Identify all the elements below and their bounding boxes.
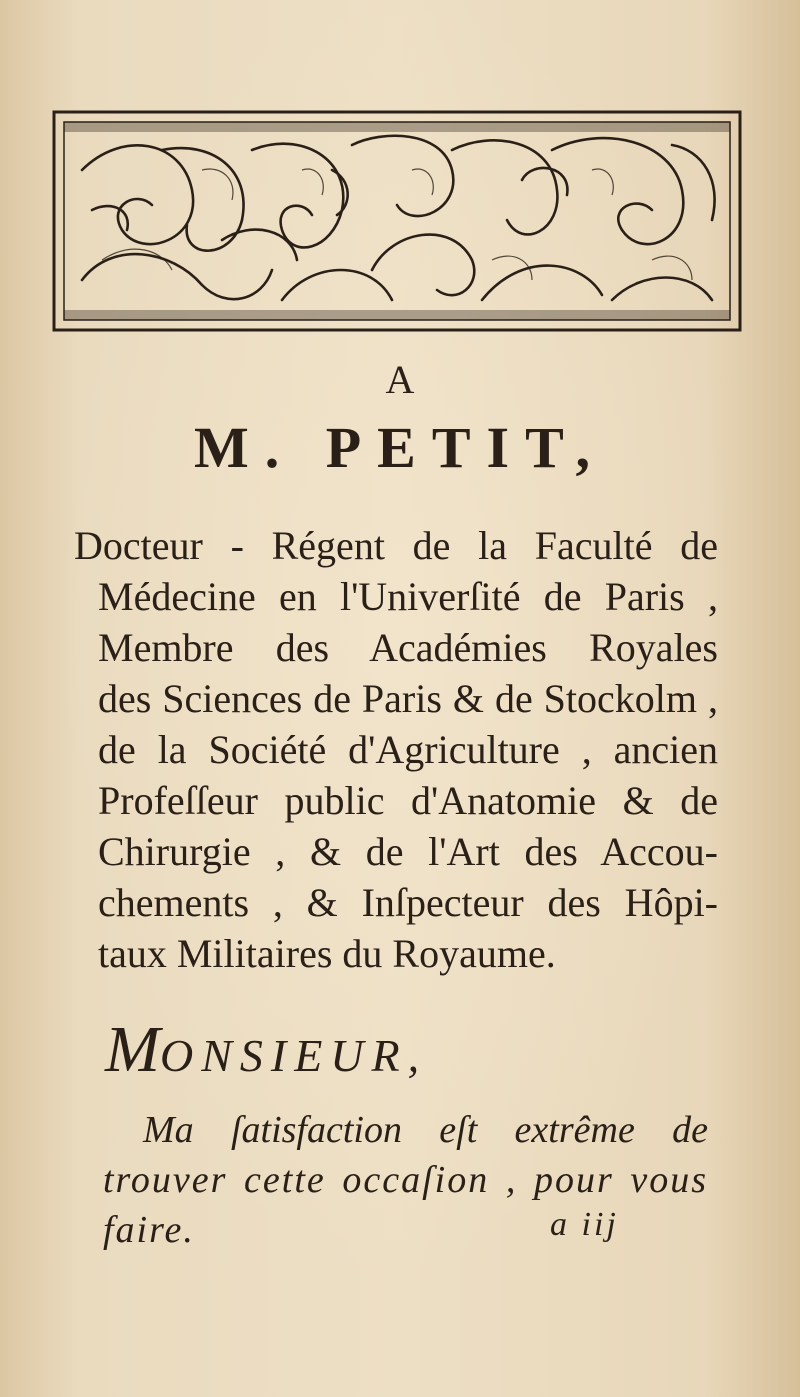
title-line: Chirurgie , & de l'Art des Accou- <box>98 829 718 874</box>
title-line: taux Militaires du Royaume. <box>98 931 556 976</box>
signature-mark: a iij <box>550 1206 619 1243</box>
title-line: Médecine en l'Univerſité de Paris , <box>98 574 718 619</box>
title-line: chements , & Inſpecteur des Hôpi- <box>98 880 718 925</box>
title-line: Docteur - Régent de la Faculté de <box>74 523 718 568</box>
title-line: des Sciences de Paris & de Stockolm , <box>98 676 718 721</box>
letter-line: trouver cette occaſion , pour vous faire. <box>103 1159 708 1251</box>
title-line: Membre des Académies Royales <box>98 625 718 670</box>
letter-line: Ma ſatisfaction eſt extrême de <box>143 1109 708 1151</box>
title-line: Profeſſeur public d'Anatomie & de <box>98 778 718 823</box>
ornamental-headpiece-icon <box>52 110 742 332</box>
letter-body <box>103 1105 708 1255</box>
dedicatee-titles <box>74 520 718 979</box>
salutation <box>105 1013 705 1086</box>
salutation-rest: ONSIEUR, <box>159 1030 428 1081</box>
dedicatee-name: M. PETIT, <box>194 415 606 480</box>
title-line: de la Société d'Agriculture , ancien <box>98 727 718 772</box>
salutation-initial: M <box>105 1013 160 1086</box>
dedication-to: A <box>385 357 415 402</box>
